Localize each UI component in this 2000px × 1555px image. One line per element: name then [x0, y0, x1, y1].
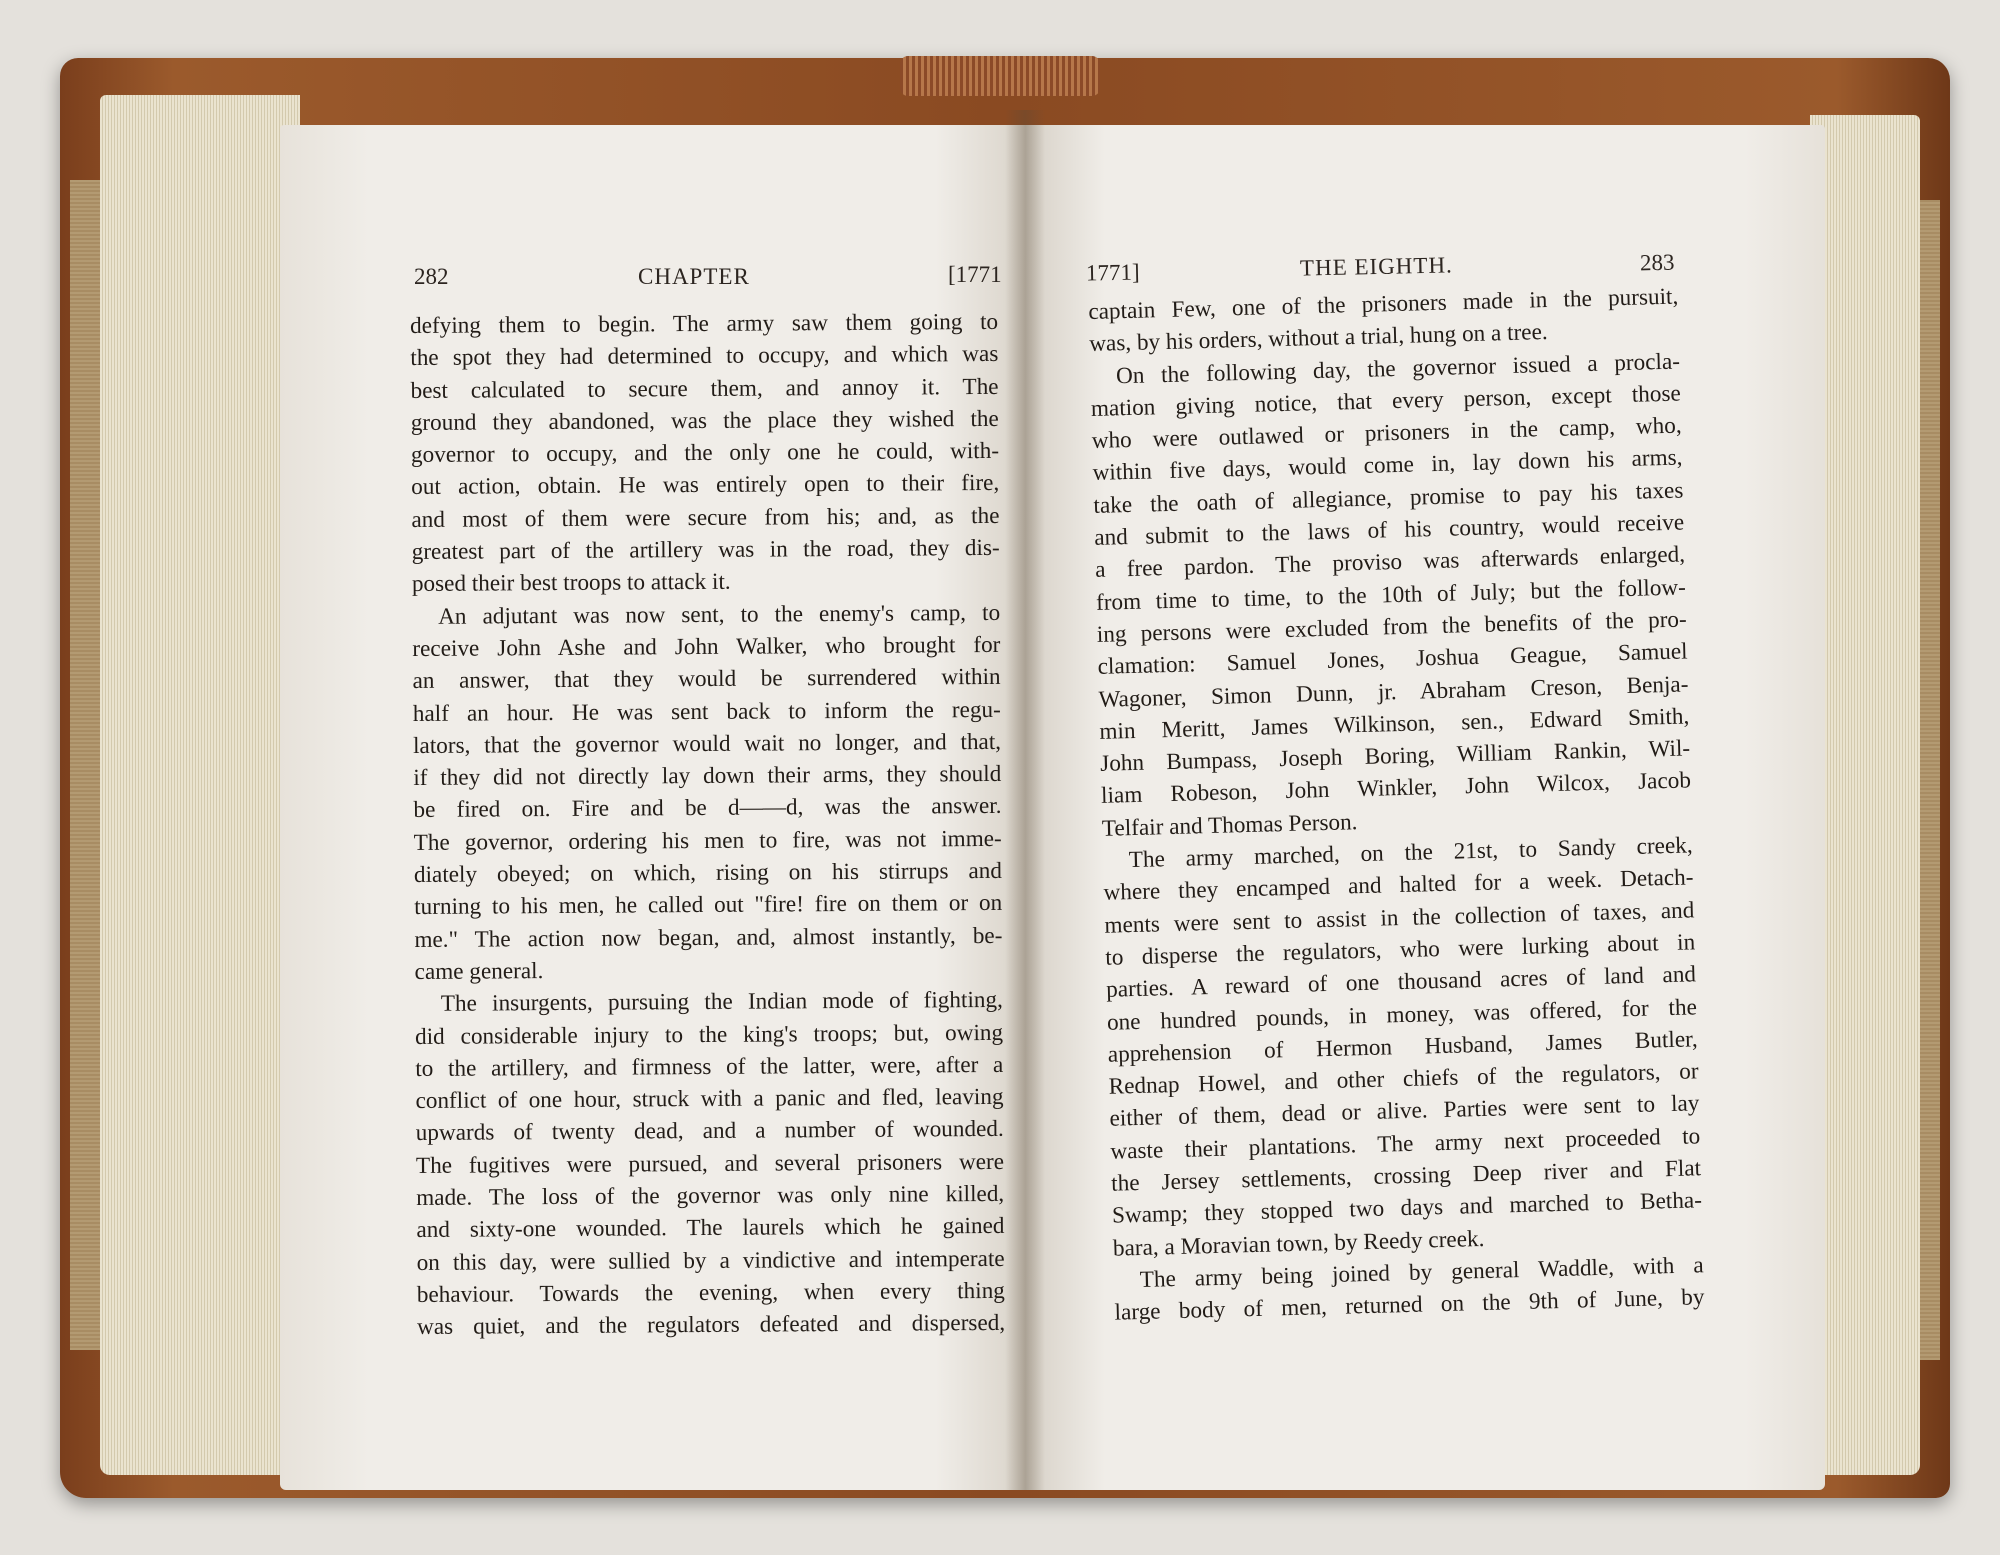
spine-headband	[900, 56, 1100, 96]
text-line: parties. A reward of one thousand acres of land and	[1105, 961, 1697, 1003]
right-page-number: 283	[1639, 249, 1675, 276]
text-line: upwards of twenty dead, and a number of wounded.	[415, 1116, 1004, 1147]
text-line: ments were sent to assist in the collection of taxes, and	[1104, 896, 1695, 939]
text-line: ground they abandoned, was the place they wished the	[410, 405, 999, 436]
text-line: The fugitives were pursued, and several prisoners were	[415, 1148, 1005, 1179]
right-year-mark: 1771]	[1085, 259, 1140, 286]
text-line: The army being joined by general Waddle, with a	[1139, 1252, 1704, 1293]
text-line: captain Few, one of the prisoners made in the pursuit,	[1088, 283, 1679, 325]
text-line: greatest part of the artillery was in the road, they dis-	[411, 534, 1000, 566]
text-line: from time to time, to the 10th of July; but the follow-	[1095, 574, 1687, 616]
text-line: was quiet, and the regulators defeated and dispersed,	[417, 1310, 1006, 1341]
page-edges-left	[100, 95, 300, 1475]
text-line: posed their best troops to attack it.	[411, 569, 731, 598]
left-year-mark: [1771	[948, 262, 1002, 287]
text-line: bara, a Moravian town, by Reedy creek.	[1112, 1225, 1485, 1262]
text-line: Telfair and Thomas Person.	[1101, 808, 1358, 842]
text-line: to disperse the regulators, who were lurking about in	[1104, 929, 1696, 971]
text-line: was, by his orders, without a trial, hung on a tree.	[1088, 319, 1548, 358]
left-page-number: 282	[414, 264, 449, 289]
text-line: lators, that the governor would wait no longer, and that,	[412, 728, 1002, 759]
text-line: ing persons were excluded from the benefits of the pro-	[1096, 606, 1688, 648]
text-line: if they did not directly lay down their arms, they should	[413, 761, 1002, 792]
text-line: turning to his men, he called out "fire! fire on them or on	[414, 890, 1003, 921]
text-line: apprehension of Hermon Husband, James Butler,	[1107, 1026, 1699, 1068]
text-line: came general.	[414, 958, 544, 985]
text-line: liam Robeson, John Winkler, John Wilcox, Jacob	[1100, 767, 1692, 810]
text-line: out action, obtain. He was entirely open to their fire,	[411, 470, 1000, 501]
page-edges-right	[1810, 115, 1920, 1475]
text-line: half an hour. He was sent back to inform the regu-	[412, 696, 1001, 727]
text-line: John Bumpass, Joseph Boring, William Rankin, Wil-	[1099, 735, 1691, 777]
text-line: behaviour. Towards the evening, when every thing	[416, 1277, 1005, 1308]
text-line: did considerable injury to the king's troops; but, owing	[414, 1019, 1004, 1050]
text-line: and submit to the laws of his country, would receive	[1093, 509, 1685, 551]
text-line: within five days, would come in, lay down his arms,	[1092, 444, 1683, 487]
text-line: An adjutant was now sent, to the enemy's camp, to	[438, 599, 1001, 630]
left-running-head: CHAPTER	[638, 264, 750, 289]
text-line: The army marched, on the 21st, to Sandy creek,	[1128, 832, 1693, 874]
text-line: where they encamped and halted for a week. Detach-	[1103, 864, 1694, 907]
text-line: be fired on. Fire and be d——d, was the answer.	[413, 793, 1002, 824]
text-line: On the following day, the governor issued a procla-	[1115, 348, 1681, 389]
text-line: Wagoner, Simon Dunn, jr. Abraham Creson, Benja-	[1098, 670, 1689, 713]
right-page-text	[1088, 281, 1705, 1330]
book-gutter	[1005, 110, 1045, 1490]
text-line: clamation: Samuel Jones, Joshua Geague, Samuel	[1097, 638, 1688, 681]
text-line: me." The action now began, and, almost instantly, be-	[414, 922, 1003, 953]
text-line: and sixty-one wounded. The laurels which he gained	[416, 1213, 1005, 1244]
text-line: to the artillery, and firmness of the latter, were, after a	[415, 1051, 1004, 1082]
text-line: the spot they had determined to occupy, and which was	[410, 341, 999, 372]
left-page-text	[410, 306, 1005, 1344]
text-line: The insurgents, pursuing the Indian mode of fighting,	[440, 987, 1003, 1018]
text-line: one hundred pounds, in money, was offered, for the	[1106, 993, 1698, 1036]
text-line: receive John Ashe and John Walker, who brought for	[412, 631, 1001, 662]
text-line: who were outlawed or prisoners in the camp, who,	[1091, 412, 1682, 455]
text-line: large body of men, returned on the 9th of June, by	[1114, 1284, 1705, 1326]
text-line: diately obeyed; on which, rising on his stirrups and	[413, 857, 1003, 889]
text-line: governor to occupy, and the only one he could, with-	[410, 438, 1000, 469]
text-line: best calculated to secure them, and annoy it. The	[410, 373, 999, 404]
text-line: the Jersey settlements, crossing Deep river and Flat	[1110, 1155, 1702, 1197]
text-line: conflict of one hour, struck with a panic and fled, leaving	[415, 1084, 1004, 1115]
text-line: made. The loss of the governor was only nine killed,	[416, 1180, 1005, 1211]
right-running-head: THE EIGHTH.	[1299, 252, 1454, 281]
text-line: a free pardon. The proviso was afterwards enlarged,	[1094, 541, 1686, 584]
text-line: waste their plantations. The army next proceeded to	[1110, 1122, 1701, 1165]
text-line: The governor, ordering his men to fire, was not imme-	[413, 825, 1002, 856]
text-line: Swamp; they stopped two days and marched to Betha-	[1111, 1187, 1703, 1229]
text-line: Rednap Howel, and other chiefs of the regulators, or	[1108, 1058, 1699, 1100]
text-line: an answer, that they would be surrendered within	[412, 664, 1001, 695]
text-line: min Meritt, James Wilkinson, sen., Edward Smith,	[1099, 703, 1690, 745]
text-line: mation giving notice, that every person, except those	[1090, 380, 1682, 422]
text-line: either of them, dead or alive. Parties were sent to lay	[1109, 1090, 1700, 1133]
text-line: defying them to begin. The army saw them going to	[410, 308, 999, 339]
text-line: on this day, were sullied by a vindictive and intemperate	[416, 1245, 1005, 1276]
text-line: take the oath of allegiance, promise to pay his taxes	[1093, 477, 1684, 519]
text-line: and most of them were secure from his; and, as the	[411, 502, 1000, 533]
